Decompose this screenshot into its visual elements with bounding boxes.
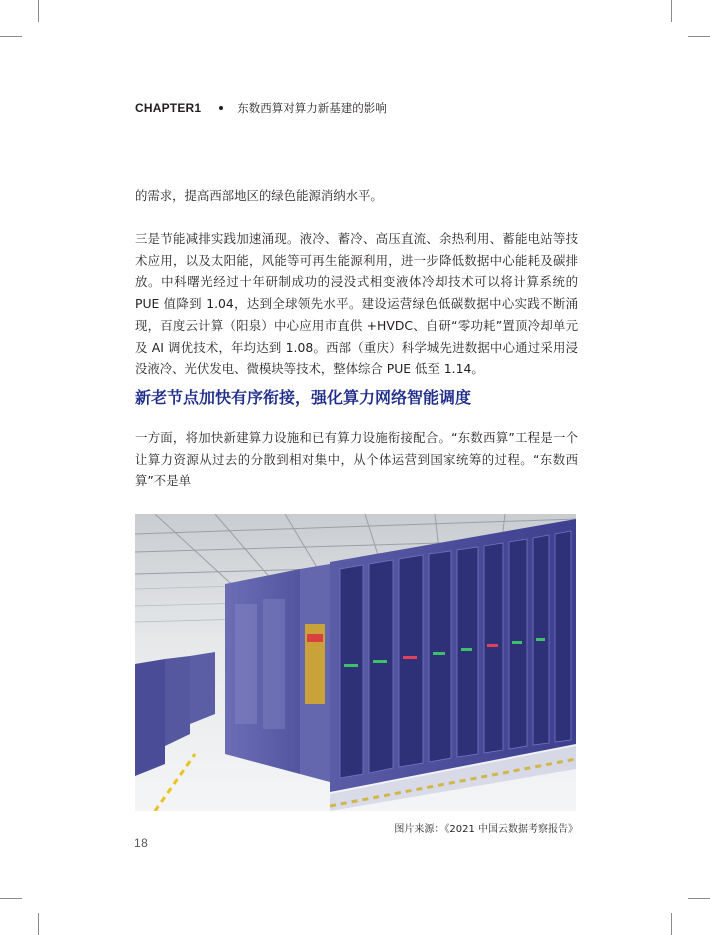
- paragraph-continuation: 的需求，提高西部地区的绿色能源消纳水平。: [135, 188, 383, 203]
- section-heading: 新老节点加快有序衔接，强化算力网络智能调度: [135, 388, 472, 407]
- crop-mark-bottom-right-vertical: [671, 913, 672, 935]
- crop-mark-top-left-horizontal: [0, 36, 22, 37]
- running-header: [135, 100, 387, 116]
- chapter-title: 东数西算对算力新基建的影响: [237, 101, 387, 115]
- paragraph-energy-saving: 三是节能减排实践加速涌现。液冷、蓄冷、高压直流、余热利用、蓄能电站等技术应用，以及太阳能，风能等可再生能源利用，进一步降低数据中心能耗及碳排放。中科曙光经过十年研制成功的浸没式相变液体冷却技术可以将计算系统的 PUE 值降到 1.04，达到全球领先水平。建设运营绿色低碳数据中心实践不断涌现，百度云计算（阳泉）中心应用市直供 +HVDC、自研“零功耗”置顶冷却单元及 AI 调优技术，年均达到 1.08。西部（重庆）科学城先进数据中心通过采用浸没液冷、光伏发电、微模块等技术，整体综合 PUE 低至 1.14。: [135, 231, 578, 377]
- crop-mark-top-right-vertical: [671, 0, 672, 22]
- crop-mark-top-right-horizontal: [688, 36, 710, 37]
- server-racks-illustration: [135, 514, 576, 811]
- image-caption: 图片来源：《2021 中国云数据考察报告》: [394, 824, 578, 835]
- paragraph-node-coordination: 一方面，将加快新建算力设施和已有算力设施衔接配合。“东数西算”工程是一个让算力资源从过去的分散到相对集中，从个体运营到国家统筹的过程。“东数西算”不是单: [135, 430, 578, 489]
- crop-mark-top-left-vertical: [38, 0, 39, 22]
- crop-mark-bottom-left-horizontal: [0, 898, 22, 899]
- page-number: 18: [134, 836, 149, 850]
- crop-mark-bottom-left-vertical: [38, 913, 39, 935]
- crop-mark-bottom-right-horizontal: [688, 898, 710, 899]
- bullet-separator: [219, 106, 223, 110]
- data-center-photo: [135, 514, 576, 811]
- chapter-label: CHAPTER1: [135, 101, 202, 115]
